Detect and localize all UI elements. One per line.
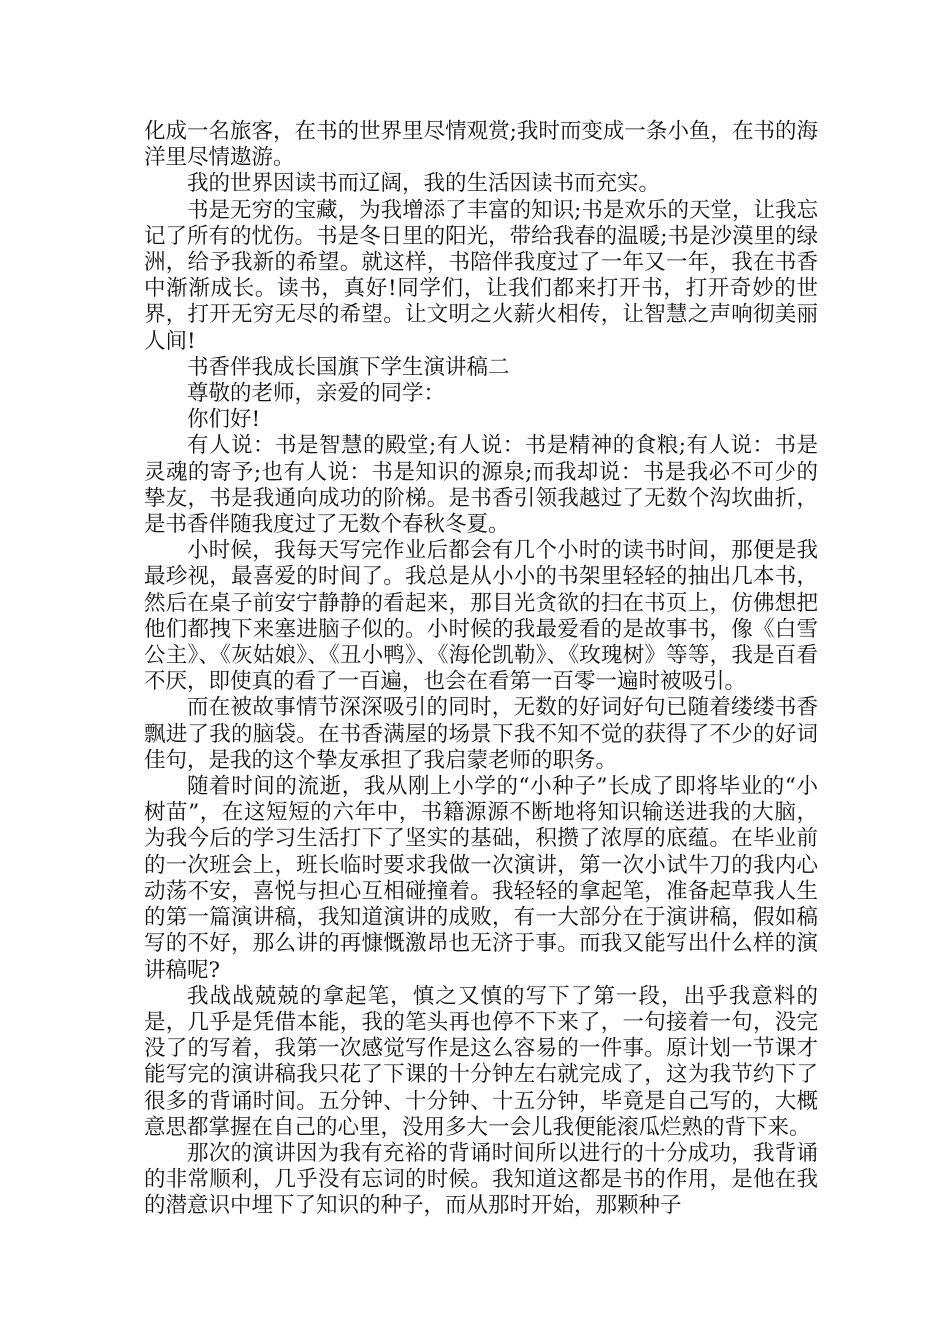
greeting: 你们好! [187,407,261,433]
paragraph: 那次的演讲因为我有充裕的背诵时间所以进行的十分成功，我背诵的非常顺利，几乎没有忘词的时候。我知道这都是书的作用，是他在我的潜意识中埋下了知识的种子，而从那时开始，那颗种子 [144,1140,818,1219]
salutation: 尊敬的老师，亲爱的同学： [187,381,446,407]
paragraph: 而在被故事情节深深吸引的同时，无数的好词好句已随着缕缕书香飘进了我的脑袋。在书香满屋的场景下我不知不觉的获得了不少的好词佳句，是我的这个挚友承担了我启蒙老师的职务。 [144,695,818,773]
paragraph: 我战战兢兢的拿起笔，慎之又慎的写下了第一段，出乎我意料的是，几乎是凭借本能，我的笔头再也停不下来了，一句接着一句，没完没了的写着，我第一次感觉写作是这么容易的一件事。原计划一节课才能写完的演讲稿我只花了下课的十分钟左右就完成了，这为我节约下了很多的背诵时间。五分钟、十分钟、十五分钟，毕竟是自己写的，大概意思都掌握在自己的心里，没用多大一会儿我便能滚瓜烂熟的背下来。 [144,983,818,1140]
document-page [144,119,818,1220]
paragraph: 化成一名旅客，在书的世界里尽情观赏;我时而变成一条小鱼，在书的海洋里尽情遨游。 [144,119,818,171]
paragraph: 小时候，我每天写完作业后都会有几个小时的读书时间，那便是我最珍视，最喜爱的时间了。我总是从小小的书架里轻轻的抽出几本书，然后在桌子前安宁静静的看起来，那目光贪欲的扫在书页上，仿佛想把他们都拽下来塞进脑子似的。小时候的我最爱看的是故事书，像《白雪公主》、《灰姑娘》、《丑小鸭》、《海伦凯勒》、《玫瑰树》等等，我是百看不厌，即使真的看了一百遍，也会在看第一百零一遍时被吸引。 [144,538,818,695]
paragraph: 我的世界因读书而辽阔，我的生活因读书而充实。 [187,171,661,197]
paragraph: 有人说：书是智慧的殿堂;有人说：书是精神的食粮;有人说：书是灵魂的寄予;也有人说：书是知识的源泉;而我却说：书是我必不可少的挚友，书是我通向成功的阶梯。是书香引领我越过了无数个沟坎曲折，是书香伴随我度过了无数个春秋冬夏。 [144,433,818,538]
paragraph: 随着时间的流逝，我从刚上小学的“小种子”长成了即将毕业的“小树苗”，在这短短的六年中，书籍源源不断地将知识输送进我的大脑，为我今后的学习生活打下了坚实的基础，积攒了浓厚的底蕴。在毕业前的一次班会上，班长临时要求我做一次演讲，第一次小试牛刀的我内心动荡不安，喜悦与担心互相碰撞着。我轻轻的拿起笔，准备起草我人生的第一篇演讲稿，我知道演讲的成败，有一大部分在于演讲稿，假如稿写的不好，那么讲的再慷慨激昂也无济于事。而我又能写出什么样的演讲稿呢? [144,774,818,983]
paragraph: 书是无穷的宝藏，为我增添了丰富的知识;书是欢乐的天堂，让我忘记了所有的忧伤。书是冬日里的阳光，带给我春的温暖;书是沙漠里的绿洲，给予我新的希望。就这样，书陪伴我度过了一年又一年，我在书香中渐渐成长。读书，真好!同学们，让我们都来打开书，打开奇妙的世界，打开无穷无尽的希望。让文明之火薪火相传，让智慧之声响彻美丽人间! [144,197,818,354]
section-heading: 书香伴我成长国旗下学生演讲稿二 [187,354,510,380]
